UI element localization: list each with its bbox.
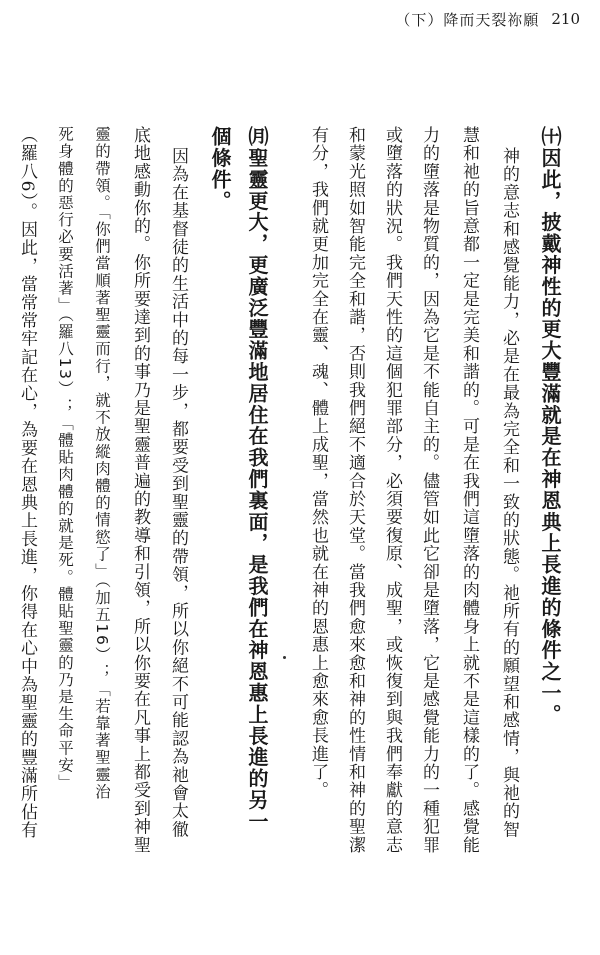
running-title: （下）降而天裂祢願 bbox=[395, 10, 540, 29]
section-heading-12: ㈪聖靈更大，更廣泛豐滿地居住在我們裏面，是我們在神恩惠上長進的另一 bbox=[245, 126, 269, 833]
body-column-6: 有分，我們就更加完全在靈、魂、體上成聖，當然也就在神的恩惠上愈來愈長進了。 bbox=[308, 126, 328, 800]
body-column-4: 或墮落的狀況。我們天性的這個犯罪部分，必須要復原、成聖，或恢復到與我們奉獻的意志 bbox=[382, 126, 402, 854]
section-heading-12-cont: 個條件。 bbox=[208, 126, 232, 212]
stray-mark bbox=[283, 656, 286, 659]
body-column-1: 神的意志和感覺能力，必是在最為完全和一致的狀態。祂所有的願望和感情，與祂的智 bbox=[499, 147, 519, 839]
section-heading-11: ㈩因此，披戴神性的更大豐滿就是在神恩典上長進的條件之一。 bbox=[538, 126, 562, 726]
body-column-10: 死身體的惡行必要活著」（羅八13）；「體貼肉體的就是死。體貼聖靈的乃是生命平安」 bbox=[56, 126, 74, 791]
body-column-7: 因為在基督徒的生活中的每一步，都要受到聖靈的帶領，所以你絕不可能認為祂會太徹 bbox=[168, 147, 188, 839]
body-column-5: 和蒙光照如智能完全和諧，否則我們絕不適合於天堂。當我們愈來愈和神的性情和神的聖潔 bbox=[345, 126, 365, 854]
body-column-3: 力的墮落是物質的，因為它是不能自主的。儘管如此它卻是墮落，它是感覺能力的一種犯罪 bbox=[419, 126, 439, 854]
body-column-2: 慧和祂的旨意都一定是完美和諧的。可是在我們這墮落的肉體身上就不是這樣的了。感覺能 bbox=[459, 126, 479, 854]
body-column-8: 底地感動你的。你所要達到的事乃是聖靈普遍的教導和引領，所以你要在凡事上都受到神聖 bbox=[130, 126, 150, 854]
body-column-9: 靈的帶領。「你們當順著聖靈而行，就不放縱肉體的情慾了」（加五16）；「若靠著聖靈治 bbox=[93, 126, 111, 801]
page-number: 210 bbox=[551, 10, 580, 28]
body-column-11: （羅八6）。因此，當常常牢記在心，為要在恩典上長進，你得在心中為聖靈的豐滿所佔有 bbox=[17, 126, 37, 840]
page-header bbox=[395, 4, 580, 34]
